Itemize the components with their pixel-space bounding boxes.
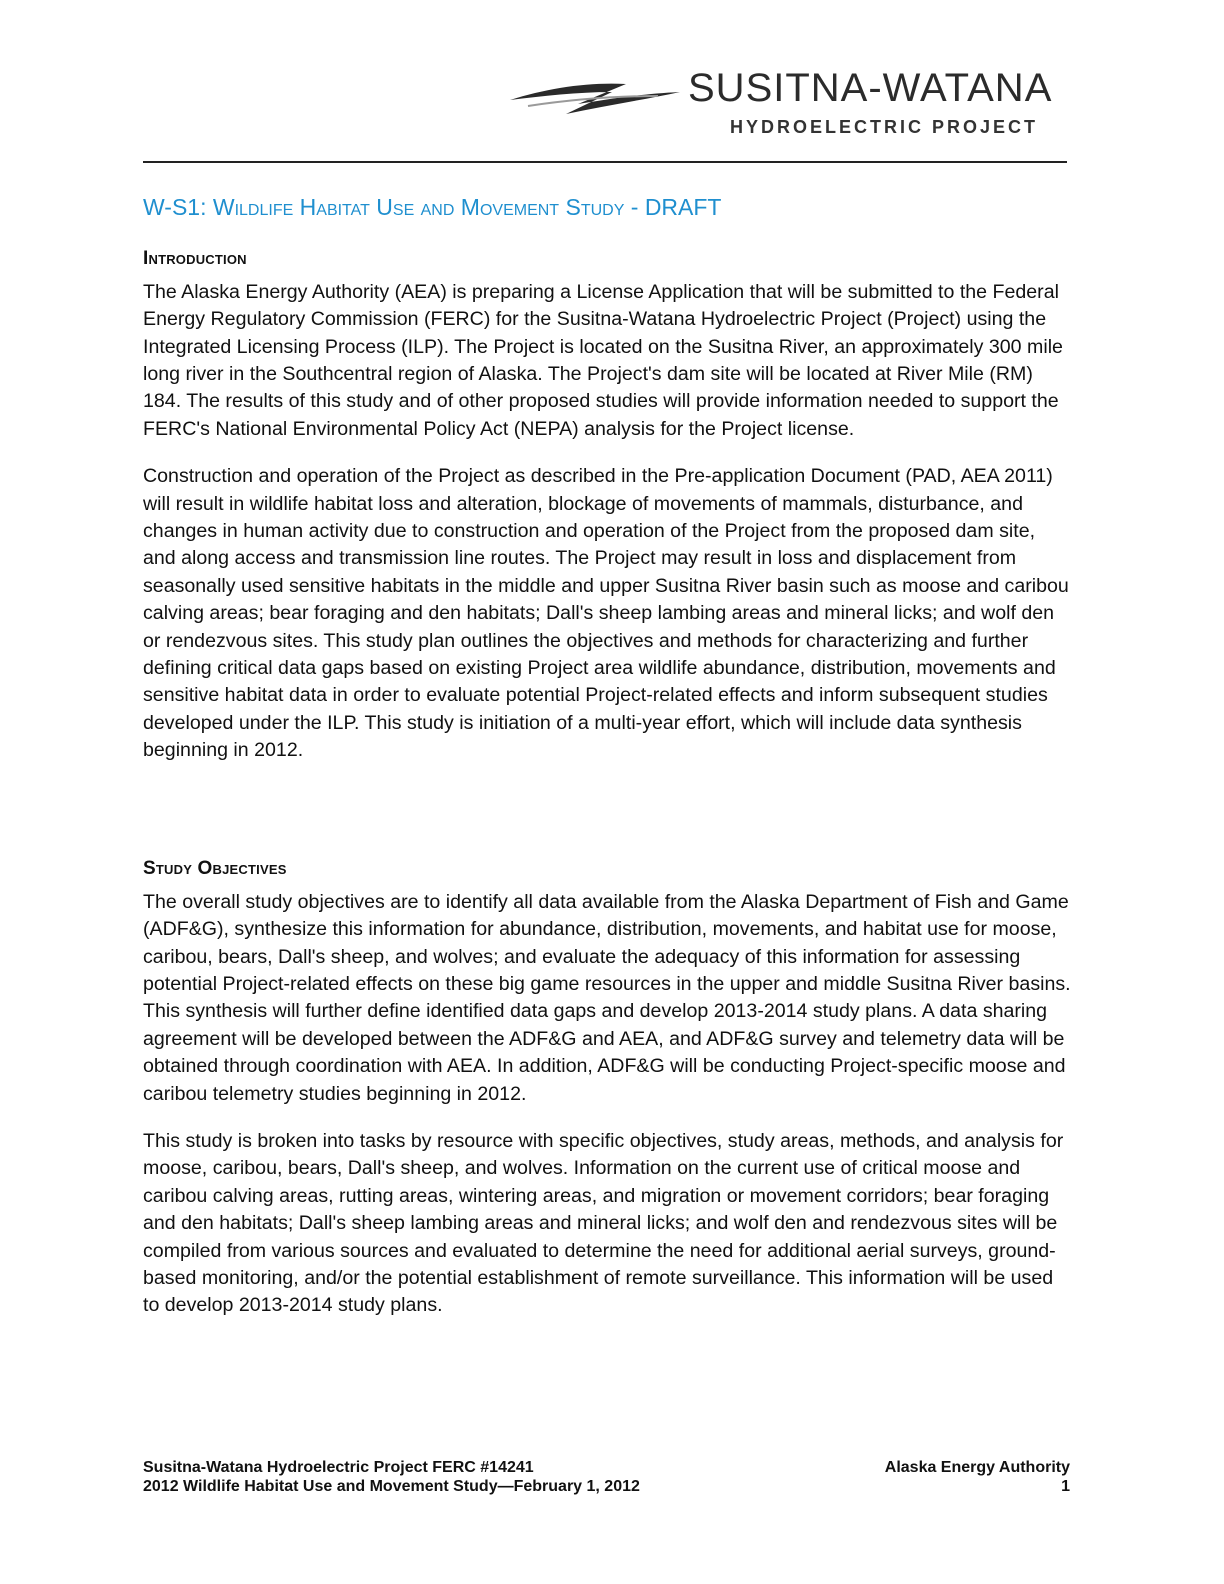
document-title [143, 194, 1073, 222]
section-heading: Introduction [143, 248, 247, 269]
paragraph: The overall study objectives are to identify all data available from the Alaska Department of Fish and Game (ADF&G), synthesize this information for abundance, distribution, movements, and habitat use for moose, caribou, bears, Dall's sheep, and wolves; and evaluate the adequacy of this information for assessing potential Project-related effects on these big game resources in the upper and middle Susitna River basins. This synthesis will further define identified data gaps and develop 2013-2014 study plans. A data sharing agreement will be developed between the ADF&G and AEA, and ADF&G survey and telemetry data will be obtained through coordination with AEA. In addition, ADF&G will be conducting Project-specific moose and caribou telemetry studies beginning in 2012. [143, 890, 1071, 1105]
page-footer [143, 1458, 1070, 1496]
footer-row [143, 1458, 1070, 1477]
header-divider [143, 161, 1067, 163]
section-study-objectives [143, 858, 1073, 1340]
title-main: Wildlife Habitat Use and Movement Study [212, 194, 625, 220]
project-logo [508, 64, 1078, 144]
river-swoosh-icon [508, 70, 688, 120]
page-number: 1 [1061, 1478, 1070, 1495]
title-suffix: - DRAFT [624, 194, 722, 220]
section-introduction [143, 248, 1073, 785]
title-prefix: W-S1: [143, 194, 213, 220]
footer-row [143, 1477, 1070, 1496]
paragraph: Construction and operation of the Project as described in the Pre-application Document (PAD, AEA 2011) will result in wildlife habitat loss and alteration, blockage of movements of mammals, disturbance, and changes in human activity due to construction and operation of the Project from the proposed dam site, and along access and transmission line routes. The Project may result in loss and displacement from seasonally used sensitive habitats in the middle and upper Susitna River basin such as moose and caribou calving areas; bear foraging and den habitats; Dall's sheep lambing areas and mineral licks; and wolf den or rendezvous sites. This study plan outlines the objectives and methods for characterizing and further defining critical data gaps based on existing Project area wildlife abundance, distribution, movements and sensitive habitat data in order to evaluate potential Project-related effects and inform subsequent studies developed under the ILP. This study is initiation of a multi-year effort, which will include data synthesis beginning in 2012. [143, 465, 1069, 762]
footer-study-date: 2012 Wildlife Habitat Use and Movement Study—February 1, 2012 [143, 1478, 640, 1495]
footer-project: Susitna-Watana Hydroelectric Project FERC #14241 [143, 1459, 534, 1476]
paragraph: This study is broken into tasks by resource with specific objectives, study areas, methods, and analysis for moose, caribou, bears, Dall's sheep, and wolves. Information on the current use of critical moose and caribou calving areas, rutting areas, wintering areas, and migration or movement corridors; bear foraging and den habitats; Dall's sheep lambing areas and mineral licks; and wolf den and rendezvous sites will be compiled from various sources and evaluated to determine the need for additional aerial surveys, ground-based monitoring, and/or the potential establishment of remote surveillance. This information will be used to develop 2013-2014 study plans. [143, 1130, 1064, 1317]
footer-organization: Alaska Energy Authority [884, 1459, 1070, 1476]
section-heading: Study Objectives [143, 858, 287, 879]
logo-title: SUSITNA-WATANA [688, 66, 1053, 110]
logo-subtitle: HYDROELECTRIC PROJECT [730, 117, 1039, 137]
paragraph: The Alaska Energy Authority (AEA) is preparing a License Application that will be submitted to the Federal Energy Regulatory Commission (FERC) for the Susitna-Watana Hydroelectric Project (Project) using the Integrated Licensing Process (ILP). The Project is located on the Susitna River, an approximately 300 mile long river in the Southcentral region of Alaska. The Project's dam site will be located at River Mile (RM) 184. The results of this study and of other proposed studies will provide information needed to support the FERC's National Environmental Policy Act (NEPA) analysis for the Project license. [143, 280, 1063, 440]
